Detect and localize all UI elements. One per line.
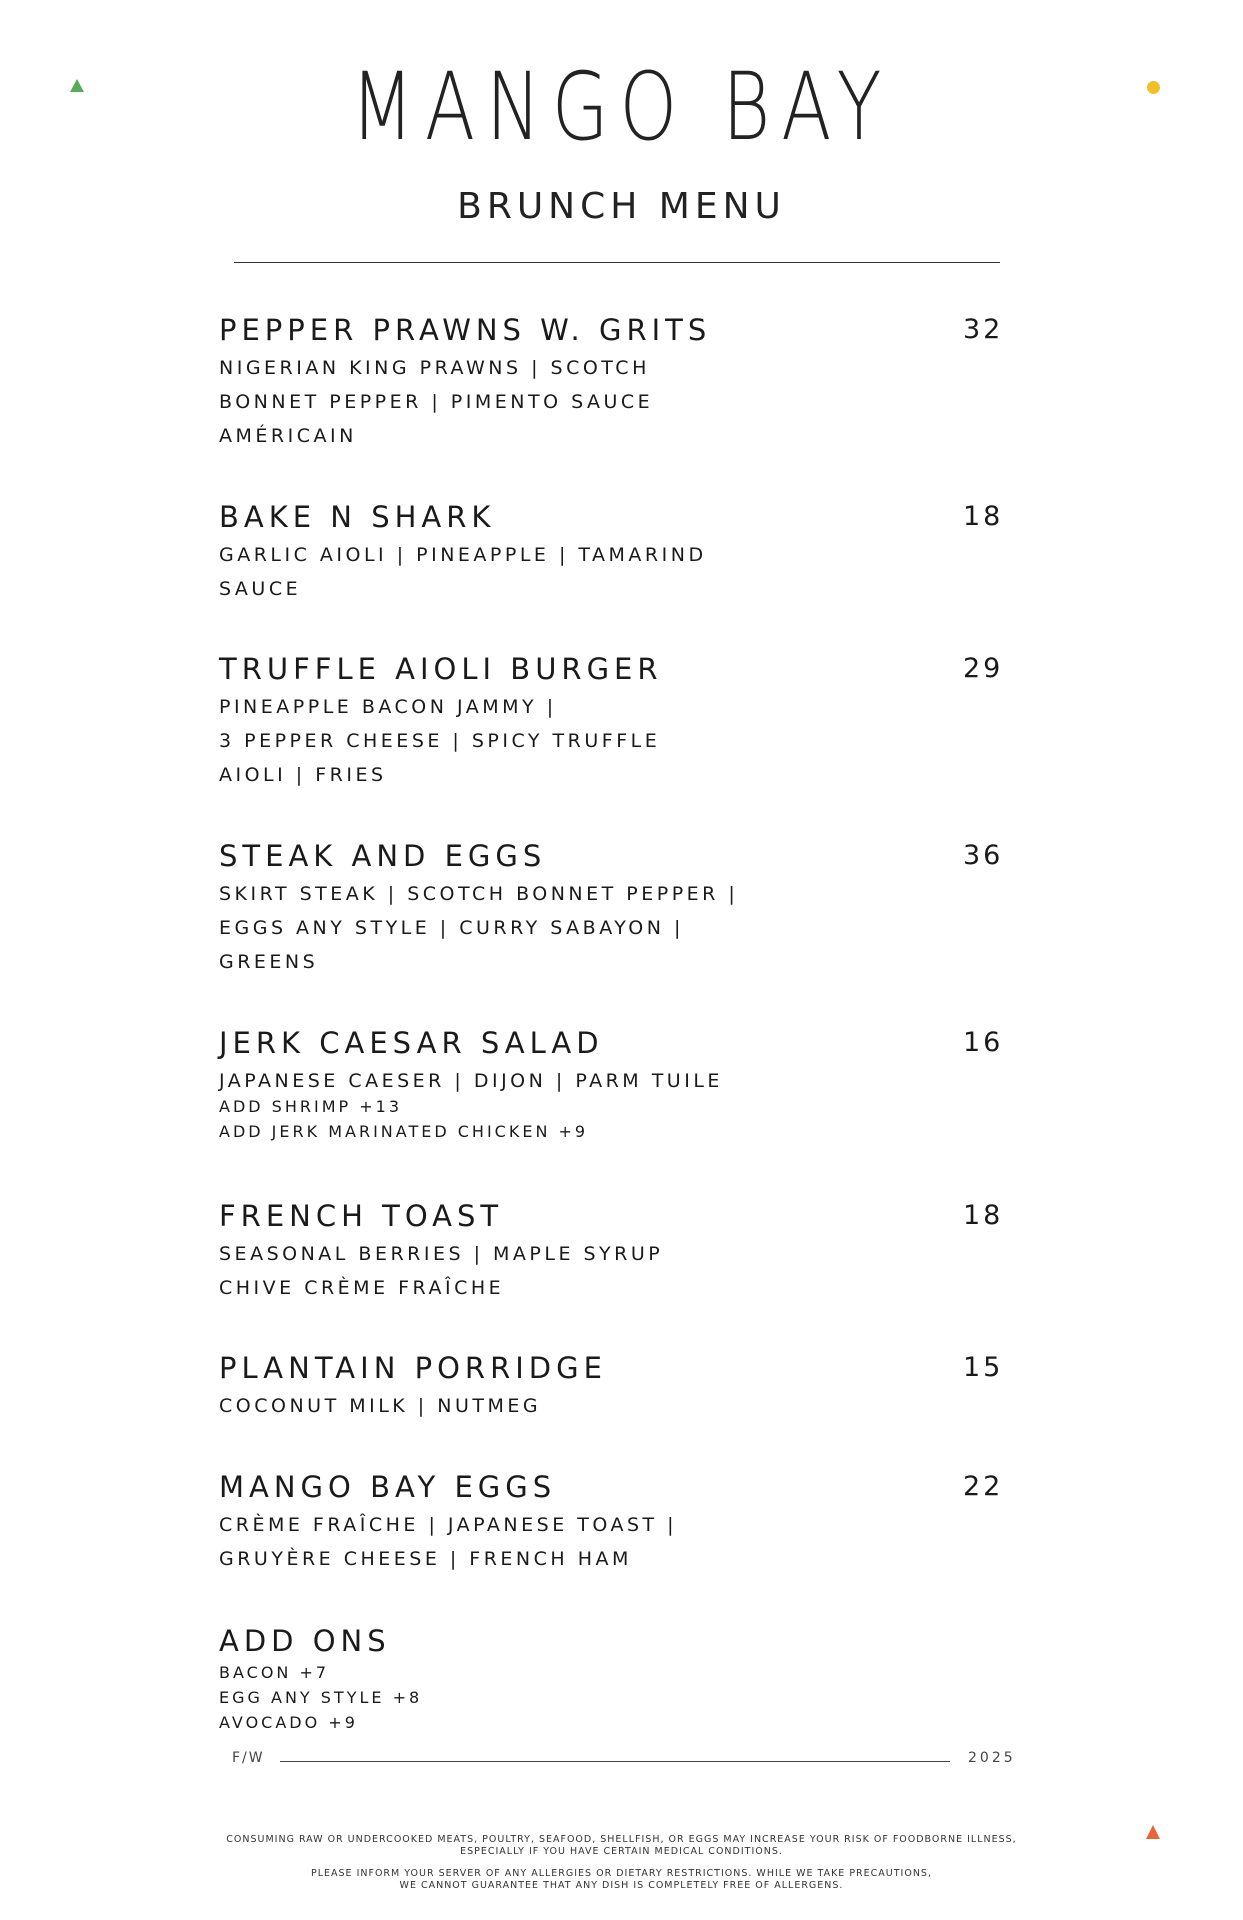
extra-line: ADD SHRIMP +13 [219,1097,402,1116]
item-name: PLANTAIN PORRIDGE [219,1351,607,1385]
item-price: 16 [963,1027,1004,1058]
disclaimer-line: WE CANNOT GUARANTEE THAT ANY DISH IS COMPLETELY FREE OF ALLERGENS. [399,1880,844,1891]
item-description [219,351,1019,453]
addon-line: AVOCADO +9 [219,1713,358,1732]
item-description [219,877,1019,979]
disclaimer-raw-food [0,1834,1243,1858]
season-label: F/W [232,1750,265,1766]
addon-line: EGG ANY STYLE +8 [219,1688,423,1707]
menu-item [219,1351,1019,1423]
menu-item [219,1470,1019,1576]
item-description [219,690,1019,792]
description-line: GRUYÈRE CHEESE | FRENCH HAM [219,1548,632,1570]
top-divider [234,262,1000,263]
item-price: 36 [963,840,1004,871]
item-price: 15 [963,1352,1004,1383]
bottom-divider [280,1761,950,1762]
item-price: 29 [963,653,1004,684]
item-price: 32 [963,314,1004,345]
item-description [219,1389,1019,1423]
disclaimer-allergens [0,1868,1243,1892]
item-name: TRUFFLE AIOLI BURGER [219,652,663,686]
addons-section [219,1624,1019,1735]
brand-logo: MANGO BAY [350,53,893,162]
item-price: 18 [963,501,1004,532]
year-label: 2025 [968,1750,1016,1766]
item-extras [219,1094,1019,1144]
description-line: PINEAPPLE BACON JAMMY | [219,696,557,718]
item-description [219,1064,1019,1098]
item-price: 18 [963,1200,1004,1231]
description-line: EGGS ANY STYLE | CURRY SABAYON | [219,917,684,939]
green-triangle-icon [70,79,84,92]
disclaimer-line: ESPECIALLY IF YOU HAVE CERTAIN MEDICAL CONDITIONS. [460,1846,783,1857]
description-line: AMÉRICAIN [219,425,357,447]
item-name: JERK CAESAR SALAD [219,1026,604,1060]
menu-item [219,1199,1019,1305]
item-price: 22 [963,1471,1004,1502]
menu-item [219,652,1019,792]
description-line: 3 PEPPER CHEESE | SPICY TRUFFLE [219,730,661,752]
addon-line: BACON +7 [219,1663,330,1682]
description-line: CHIVE CRÈME FRAÎCHE [219,1277,505,1299]
menu-item [219,1026,1019,1144]
item-name: STEAK AND EGGS [219,839,547,873]
item-name: BAKE N SHARK [219,500,496,534]
item-name: MANGO BAY EGGS [219,1470,557,1504]
menu-item [219,313,1019,453]
description-line: COCONUT MILK | NUTMEG [219,1395,542,1417]
description-line: AIOLI | FRIES [219,764,387,786]
item-description [219,1237,1019,1305]
description-line: SAUCE [219,578,302,600]
menu-item [219,839,1019,979]
addons-title: ADD ONS [219,1624,391,1658]
description-line: JAPANESE CAESER | DIJON | PARM TUILE [219,1070,723,1092]
item-name: PEPPER PRAWNS W. GRITS [219,313,712,347]
menu-item [219,500,1019,606]
addons-list [219,1660,1019,1735]
description-line: BONNET PEPPER | PIMENTO SAUCE [219,391,654,413]
description-line: GARLIC AIOLI | PINEAPPLE | TAMARIND [219,544,707,566]
item-description [219,1508,1019,1576]
description-line: NIGERIAN KING PRAWNS | SCOTCH [219,357,650,379]
item-name: FRENCH TOAST [219,1199,504,1233]
description-line: GREENS [219,951,319,973]
extra-line: ADD JERK MARINATED CHICKEN +9 [219,1122,589,1141]
yellow-circle-icon [1147,81,1160,94]
description-line: CRÈME FRAÎCHE | JAPANESE TOAST | [219,1514,678,1536]
description-line: SKIRT STEAK | SCOTCH BONNET PEPPER | [219,883,739,905]
item-description [219,538,1019,606]
disclaimer-line: CONSUMING RAW OR UNDERCOOKED MEATS, POULTRY, SEAFOOD, SHELLFISH, OR EGGS MAY INCREASE YOUR RISK OF FOODBORNE ILLNESS, [226,1834,1017,1845]
menu-title: BRUNCH MENU [457,186,786,227]
disclaimer-line: PLEASE INFORM YOUR SERVER OF ANY ALLERGIES OR DIETARY RESTRICTIONS. WHILE WE TAKE PRECAUTIONS, [311,1868,932,1879]
description-line: SEASONAL BERRIES | MAPLE SYRUP [219,1243,664,1265]
